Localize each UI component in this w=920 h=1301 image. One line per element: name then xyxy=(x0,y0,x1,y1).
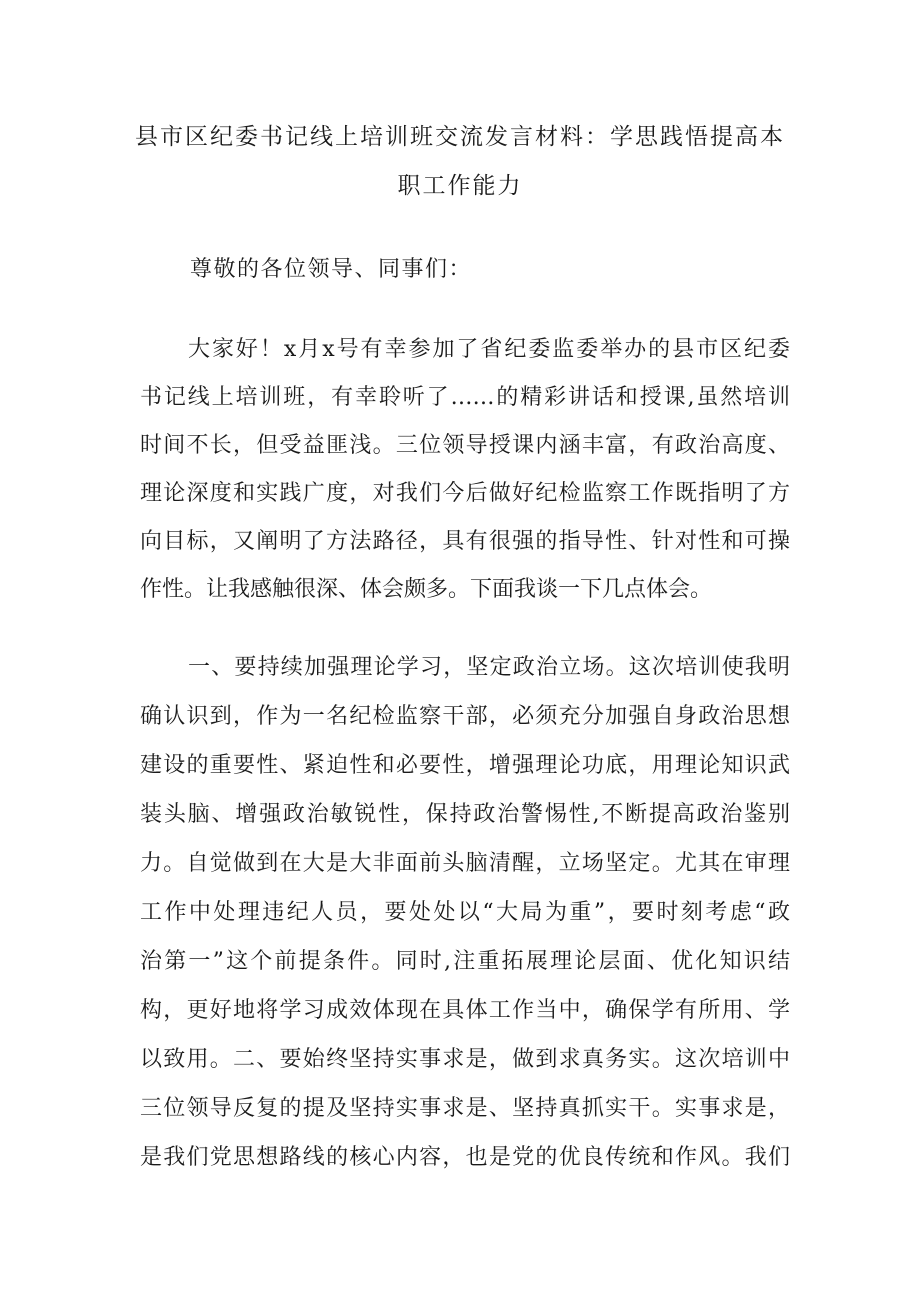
paragraph-line: 治第一”这个前提条件。同时,注重拓展理论层面、优化知识结 xyxy=(140,949,790,974)
document-title-line-2: 职工作能力 xyxy=(397,173,523,199)
paragraph-line: 建设的重要性、紧迫性和必要性，增强理论功底，用理论知识武 xyxy=(140,753,790,778)
paragraph-line: 以致用。二、要始终坚持实事求是，做到求真务实。这次培训中 xyxy=(140,1047,790,1072)
paragraph-line: 作性。让我感触很深、体会颇多。下面我谈一下几点体会。 xyxy=(140,577,713,602)
paragraph-line: 时间不长，但受益匪浅。三位领导授课内涵丰富，有政治高度、 xyxy=(140,433,790,458)
paragraph-line: 三位领导反复的提及坚持实事求是、坚持真抓实干。实事求是， xyxy=(140,1096,790,1121)
paragraph-line: 装头脑、增强政治敏锐性，保持政治警惕性,不断提高政治鉴别 xyxy=(140,802,790,827)
paragraph-line: 构，更好地将学习成效体现在具体工作当中，确保学有所用、学 xyxy=(140,998,790,1023)
document-title-line-1: 县市区纪委书记线上培训班交流发言材料：学思践悟提高本 xyxy=(135,124,785,150)
paragraph-line: 向目标，又阐明了方法路径，具有很强的指导性、针对性和可操 xyxy=(140,529,790,554)
greeting: 尊敬的各位领导、同事们： xyxy=(190,257,473,282)
paragraph-line: 大家好！x月x号有幸参加了省纪委监委举办的县市区纪委 xyxy=(188,337,790,362)
paragraph-line: 确认识到，作为一名纪检监察干部，必须充分加强自身政治思想 xyxy=(140,704,790,729)
paragraph-line: 工作中处理违纪人员，要处处以“大局为重”，要时刻考虑“政 xyxy=(140,900,790,925)
paragraph-line: 理论深度和实践广度，对我们今后做好纪检监察工作既指明了方 xyxy=(140,481,790,506)
paragraph-line: 一、要持续加强理论学习，坚定政治立场。这次培训使我明 xyxy=(188,655,790,680)
paragraph-line: 书记线上培训班，有幸聆听了……的精彩讲话和授课,虽然培训 xyxy=(140,385,790,410)
paragraph-line: 力。自觉做到在大是大非面前头脑清醒，立场坚定。尤其在审理 xyxy=(140,851,790,876)
paragraph-line: 是我们党思想路线的核心内容，也是党的优良传统和作风。我们 xyxy=(140,1145,790,1170)
